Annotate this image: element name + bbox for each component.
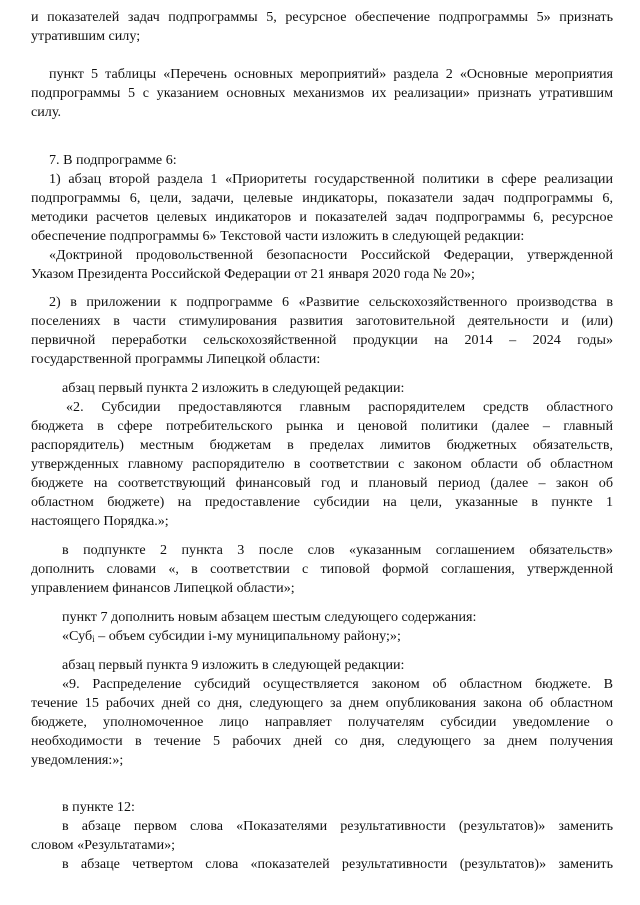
text-line: областном бюджете) на предоставление субсидии на цели, указанные в пункте 1 — [31, 494, 613, 510]
text-line: 7. В подпрограмме 6: — [49, 152, 177, 168]
text-line: в пункте 12: — [62, 799, 135, 815]
text-line: течение 15 рабочих дней со дня, следующего за днем опубликования закона об областном — [31, 695, 613, 711]
text-line: первичной переработки сельскохозяйственной продукции на 2014 – 2024 годы» — [31, 332, 613, 348]
text-line: поселениях в части стимулирования развития заготовительной деятельности и (или) — [31, 313, 613, 329]
text-line: бюджете на соответствующий финансовый год и плановый период (далее – закон об — [31, 475, 613, 491]
text-line: обеспечение подпрограммы 6» Текстовой части изложить в следующей редакции: — [31, 228, 525, 244]
text-line: силу. — [31, 104, 61, 120]
text-line: распорядитель) местным бюджетам в пределах лимитов бюджетных обязательств, — [31, 437, 613, 453]
text-line: настоящего Порядка.»; — [31, 513, 169, 529]
text-line: абзац первый пункта 9 изложить в следующей редакции: — [62, 657, 405, 673]
text-line: подпрограммы 6, цели, задачи, целевые индикаторы, показатели задач подпрограммы 6, — [31, 190, 613, 206]
text-line: необходимости в течение 5 рабочих дней со дня, следующего за днем получения — [31, 733, 613, 749]
text-line: в абзаце четвертом слова «показателей результативности (результатов)» заменить — [62, 856, 613, 872]
text-line: государственной программы Липецкой области: — [31, 351, 321, 367]
subscript: i — [92, 634, 95, 644]
text-line: пункт 7 дополнить новым абзацем шестым следующего содержания: — [62, 609, 477, 625]
text-line: и показателей задач подпрограммы 5, ресурсное обеспечение подпрограммы 5» признать — [31, 9, 613, 25]
text-segment: – объем субсидии i-му муниципальному району;»; — [94, 628, 401, 644]
text-line: «9. Распределение субсидий осуществляется законом об областном бюджете. В — [62, 676, 613, 692]
text-line: подпрограммы 5 с указанием основных механизмов их реализации» признать утратившим — [31, 85, 613, 101]
text-line: управлением финансов Липецкой области»; — [31, 580, 295, 596]
text-line: в абзаце первом слова «Показателями результативности (результатов)» заменить — [62, 818, 613, 834]
text-line: бюджета в сфере потребительского рынка и ценовой политики (далее – главный — [31, 418, 613, 434]
text-line: абзац первый пункта 2 изложить в следующей редакции: — [62, 380, 405, 396]
text-line: 2) в приложении к подпрограмме 6 «Развитие сельскохозяйственного производства в — [49, 294, 613, 310]
text-line: Указом Президента Российской Федерации от 21 января 2020 года № 20»; — [31, 266, 475, 282]
text-line: в подпункте 2 пункта 3 после слов «указанным соглашением обязательств» — [62, 542, 613, 558]
text-line: уведомления:»; — [31, 752, 124, 768]
text-line — [62, 627, 613, 646]
text-line: пункт 5 таблицы «Перечень основных мероприятий» раздела 2 «Основные мероприятия — [49, 66, 613, 82]
text-line: «Доктриной продовольственной безопасности Российской Федерации, утвержденной — [49, 247, 613, 263]
text-line: 1) абзац второй раздела 1 «Приоритеты государственной политики в сфере реализации — [49, 171, 613, 187]
text-line: утратившим силу; — [31, 28, 141, 44]
text-line: бюджете, уполномоченное лицо направляет получателям субсидии уведомление о — [31, 714, 613, 730]
text-line: утвержденных главному распорядителю в соответствии с законом области об областном — [31, 456, 613, 472]
text-line: методики расчетов целевых индикаторов и показателей задач подпрограммы 6, ресурсное — [31, 209, 613, 225]
text-segment: «Суб — [62, 628, 93, 644]
text-line: «2. Субсидии предоставляются главным распорядителем средств областного — [66, 399, 613, 415]
text-line: словом «Результатами»; — [31, 837, 176, 853]
text-line: дополнить словами «, в соответствии с типовой формой соглашения, утвержденной — [31, 561, 613, 577]
